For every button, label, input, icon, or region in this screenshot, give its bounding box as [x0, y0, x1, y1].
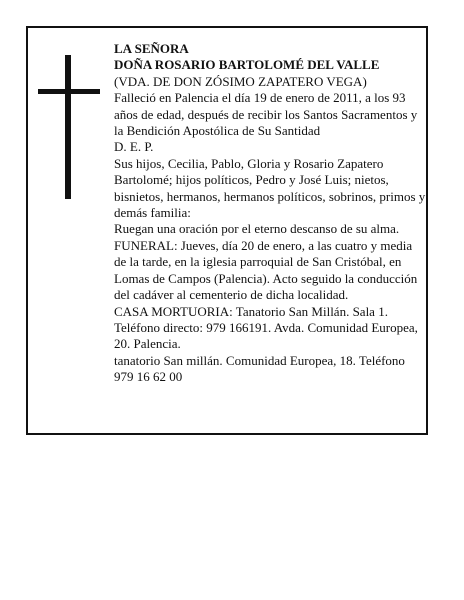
death-paragraph: Falleció en Palencia el día 19 de enero de 2011, a los 93 años de edad, después de recibir los Santos Sacramentos y la Bendición Apostólica de Su Santidad: [114, 90, 418, 139]
mortuary-paragraph: CASA MORTUORIA: Tanatorio San Millán. Sala 1. Teléfono directo: 979 166191. Avda. Comunidad Europea, 20. Palencia.: [114, 303, 418, 352]
cross-vertical-bar: [65, 55, 71, 199]
family-paragraph: Sus hijos, Cecilia, Pablo, Gloria y Rosario Zapatero Bartolomé; hijos políticos, Pedro y José Luis; nietos, bisnietos, hermanos, hermanos políticos, sobrinos, primos y demás familia:: [114, 155, 426, 221]
widow-of-line: (VDA. DE DON ZÓSIMO ZAPATERO VEGA): [114, 73, 367, 89]
tanatorio-paragraph: tanatorio San millán. Comunidad Europea, 18. Teléfono 979 16 62 00: [114, 352, 405, 385]
notice-heading: LA SEÑORA: [114, 41, 189, 56]
funeral-paragraph: FUNERAL: Jueves, día 20 de enero, a las cuatro y media de la tarde, en la iglesia parroquial de San Cristóbal, en Lomas de Campos (Palencia). Acto seguido la conducción del cadáver al cementerio de dicha localidad.: [114, 237, 418, 303]
cross-icon: [38, 55, 100, 199]
notice-text: [114, 41, 426, 386]
rip-line: D. E. P.: [114, 139, 154, 155]
prayer-paragraph: Ruegan una oración por el eterno descanso de su alma.: [114, 221, 400, 237]
deceased-name: DOÑA ROSARIO BARTOLOMÉ DEL VALLE: [114, 57, 380, 73]
cross-horizontal-bar: [38, 89, 100, 94]
obituary-notice: [26, 26, 428, 435]
